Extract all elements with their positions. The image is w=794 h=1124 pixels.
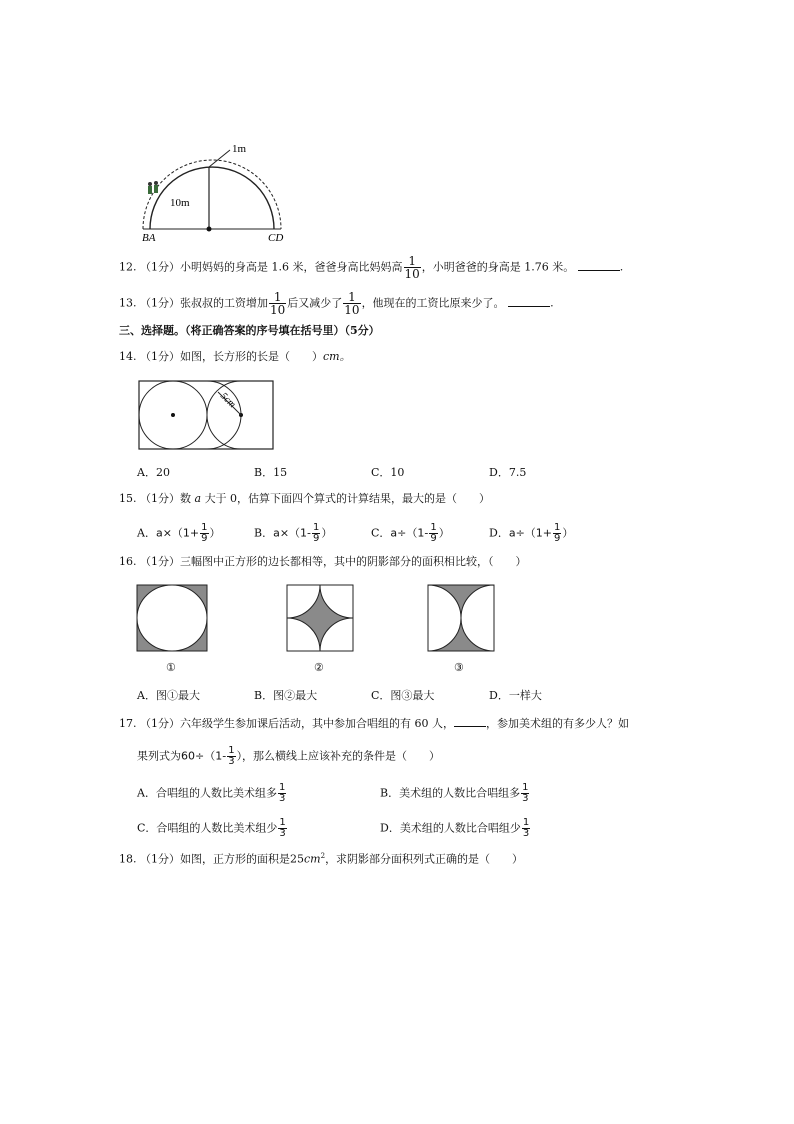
rectangle [139,381,273,449]
question-12: 12. （1分）小明妈妈的身高是 1.6 米，爸爸身高比妈妈高 $\frac{1}{10}$ ，小明爸爸的身高是 1.76 米。 . [119,254,624,281]
question-number: 14. [119,350,137,363]
rectangle-circles-figure [138,380,274,452]
question-18: 18. （1分）如图，正方形的面积是$25cm^2$，求阴影部分面积列式正确的是（ ） [119,852,524,866]
question-score: （1分） [140,260,180,274]
question-text: 三幅图中正方形的边长都相等，其中的阴影部分的面积相比较，（ ） [180,555,527,568]
variable: a [194,492,202,505]
question-text: 后又减少了 [287,296,343,310]
question-number: 13. [119,296,137,310]
question-score: （1分） [140,852,180,866]
answer-blank[interactable] [508,296,550,307]
question-text: ，小明爸爸的身高是 1.76 米。 [421,260,575,274]
answer-blank[interactable] [578,260,620,271]
question-score: （1分） [140,717,180,730]
option-d[interactable]: D．7.5 [489,466,527,479]
question-number: 18. [119,852,137,866]
question-text: 大于 0，估算下面四个算式的计算结果，最大的是（ ） [204,492,491,505]
option-b[interactable]: B．图②最大 [254,689,318,702]
option-d[interactable]: D．a÷（1+ $\frac{1}{9}$ ） [489,522,574,544]
label-CD: CD [268,232,284,242]
question-17 [119,716,629,731]
answer-blank[interactable] [454,716,486,727]
question-15 [119,492,490,506]
figure-3-square-arcs [427,584,497,654]
option-b[interactable]: B．a×（1- $\frac{1}{9}$ ） [254,522,333,544]
option-c[interactable]: C．图③最大 [371,689,435,702]
option-a[interactable]: A．a×（1+ $\frac{1}{9}$ ） [137,522,221,544]
question-score: （1分） [140,296,180,310]
fraction: $\frac{1}{10}$ [404,254,420,281]
center-dot [171,413,175,417]
question-16 [119,555,527,569]
outer-semicircle-dashed [143,160,281,229]
question-score: （1分） [140,492,180,505]
figure-1-label: ① [166,661,176,674]
label-BA: BA [142,232,156,242]
option-d[interactable]: D．一样大 [489,689,542,702]
question-text: 数 [180,492,191,505]
question-text: ，参加美术组的有多少人？如 [486,717,629,730]
option-b[interactable]: B．美术组的人数比合唱组多 $\frac{1}{3}$ [380,782,529,804]
question-17-line2: 果列式为60÷（1- $\frac{1}{3}$ ），那么横线上应该补充的条件是（ ） [137,745,441,767]
question-text: 小明妈妈的身高是 1.6 米，爸爸身高比妈妈高 [180,260,403,274]
option-c[interactable]: C．10 [371,466,405,479]
figure-2-square-star [286,584,356,654]
section-heading: 三、选择题。（将正确答案的序号填在括号里）（5分） [119,324,380,337]
figure-2-label: ② [314,661,324,674]
question-text: 六年级学生参加课后活动，其中参加合唱组的有 60 人， [180,717,454,730]
unit: cm。 [323,350,351,363]
question-number: 16. [119,555,137,568]
question-number: 17. [119,717,137,730]
label-10m: 10m [170,197,190,209]
figure-3-label: ③ [454,661,464,674]
fraction: $\frac{1}{10}$ [270,290,286,317]
question-score: （1分） [140,555,180,568]
option-b[interactable]: B．15 [254,466,288,479]
track-figure [138,138,288,242]
figure-1-square-circle [136,584,210,654]
center-dot [207,227,212,232]
pointer-line-1m [209,150,230,167]
question-text: 张叔叔的工资增加 [180,296,268,310]
fraction: $\frac{1}{10}$ [344,290,360,317]
option-a[interactable]: A．合唱组的人数比美术组多 $\frac{1}{3}$ [137,782,286,804]
option-a[interactable]: A．20 [137,466,170,479]
runner-icons [148,181,158,194]
question-number: 15. [119,492,137,505]
option-c[interactable]: C．合唱组的人数比美术组少 $\frac{1}{3}$ [137,817,286,839]
question-text: ，求阴影部分面积列式正确的是（ ） [325,852,524,866]
option-c[interactable]: C．a÷（1- $\frac{1}{9}$ ） [371,522,450,544]
label-5cm: 5cm [218,390,238,411]
inner-semicircle [150,167,274,229]
option-a[interactable]: A．图①最大 [137,689,200,702]
question-number: 12. [119,260,137,274]
option-d[interactable]: D．美术组的人数比合唱组少 $\frac{1}{3}$ [380,817,530,839]
label-1m: 1m [232,143,247,155]
question-score: （1分） [140,350,180,363]
question-14 [119,350,351,364]
question-13: 13. （1分）张叔叔的工资增加 $\frac{1}{10}$ 后又减少了 $\frac{1}{10}$ ，他现在的工资比原来少了。 . [119,290,554,317]
question-text: 如图，正方形的面积是 [180,852,290,866]
question-text: 如图，长方形的长是（ ） [180,350,323,363]
question-text: ，他现在的工资比原来少了。 [361,296,505,310]
